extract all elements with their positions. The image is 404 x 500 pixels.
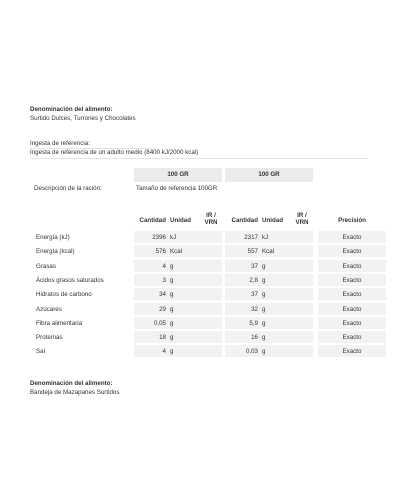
quantity-1: 18 xyxy=(159,334,166,341)
nutrient-name: Hidratos de carbono xyxy=(36,291,92,298)
unit-1: kJ xyxy=(170,234,177,241)
unit-1: g xyxy=(170,320,174,327)
nutrient-name: Azúcares xyxy=(36,306,62,313)
col-cantidad-1: Cantidad xyxy=(139,217,166,224)
precision-value: Exacto xyxy=(342,248,362,255)
intake-divider-2 xyxy=(30,158,368,159)
nutrient-name: Energía (kJ) xyxy=(36,234,70,241)
unit-1: g xyxy=(170,291,174,298)
col-unidad-1: Unidad xyxy=(170,217,191,224)
precision-value: Exacto xyxy=(342,291,362,298)
food-name-value: Surtido Dulces, Turrones y Chocolates xyxy=(30,115,136,122)
quantity-2: 2,8 xyxy=(249,277,258,284)
unit-2: g xyxy=(262,348,266,355)
unit-2: Kcal xyxy=(262,248,275,255)
unit-1: g xyxy=(170,277,174,284)
intake-description: Ingesta de referencia de un adulto medio (8400 kJ/2000 kcal) xyxy=(30,149,199,156)
quantity-1: 0,05 xyxy=(153,320,166,327)
col-irvrn-1: IR / VRN xyxy=(204,212,218,226)
quantity-1: 3 xyxy=(162,277,166,284)
quantity-1: 4 xyxy=(162,263,166,270)
quantity-2: 16 xyxy=(251,334,258,341)
portion-header-1: 100 GR xyxy=(134,168,222,182)
ration-value: Tamaño de referencia 100GR xyxy=(136,185,218,192)
quantity-1: 29 xyxy=(159,306,166,313)
quantity-2: 37 xyxy=(251,291,258,298)
unit-2: g xyxy=(262,306,266,313)
unit-2: g xyxy=(262,320,266,327)
nutrient-name: Ácidos grasos saturados xyxy=(36,277,104,284)
unit-2: g xyxy=(262,263,266,270)
precision-value: Exacto xyxy=(342,263,362,270)
col-unidad-2: Unidad xyxy=(262,217,283,224)
precision-value: Exacto xyxy=(342,306,362,313)
unit-1: g xyxy=(170,263,174,270)
unit-2: g xyxy=(262,291,266,298)
precision-value: Exacto xyxy=(342,334,362,341)
intake-label: Ingesta de referencia: xyxy=(30,140,90,147)
nutrient-name: Fibra alimentaria xyxy=(36,320,83,327)
quantity-1: 4 xyxy=(162,348,166,355)
unit-2: kJ xyxy=(262,234,269,241)
nutrient-name: Sal xyxy=(36,348,45,355)
unit-1: Kcal xyxy=(170,248,183,255)
quantity-2: 5,9 xyxy=(249,320,258,327)
quantity-1: 576 xyxy=(155,248,166,255)
food-name-value-2: Bandeja de Mazapanes Surtidos xyxy=(30,389,120,396)
precision-value: Exacto xyxy=(342,277,362,284)
col-cantidad-2: Cantidad xyxy=(231,217,258,224)
food-name-heading-2: Denominación del alimento: xyxy=(30,380,113,387)
unit-1: g xyxy=(170,334,174,341)
quantity-2: 37 xyxy=(251,263,258,270)
precision-value: Exacto xyxy=(342,348,362,355)
col-precision: Precisión xyxy=(338,217,366,224)
nutrient-name: Grasas xyxy=(36,263,56,270)
quantity-1: 2396 xyxy=(152,234,166,241)
nutrient-name: Proteínas xyxy=(36,334,63,341)
precision-value: Exacto xyxy=(342,320,362,327)
unit-1: g xyxy=(170,306,174,313)
unit-2: g xyxy=(262,277,266,284)
quantity-2: 557 xyxy=(247,248,258,255)
nutrient-name: Energía (kcal) xyxy=(36,248,75,255)
quantity-2: 0,03 xyxy=(245,348,258,355)
portion-header-2: 100 GR xyxy=(225,168,313,182)
food-name-heading: Denominación del alimento: xyxy=(30,106,113,113)
quantity-1: 34 xyxy=(159,291,166,298)
ration-label: Descripción de la ración: xyxy=(34,185,102,192)
unit-1: g xyxy=(170,348,174,355)
quantity-2: 32 xyxy=(251,306,258,313)
precision-value: Exacto xyxy=(342,234,362,241)
quantity-2: 2317 xyxy=(244,234,258,241)
col-irvrn-2: IR / VRN xyxy=(295,212,309,226)
unit-2: g xyxy=(262,334,266,341)
